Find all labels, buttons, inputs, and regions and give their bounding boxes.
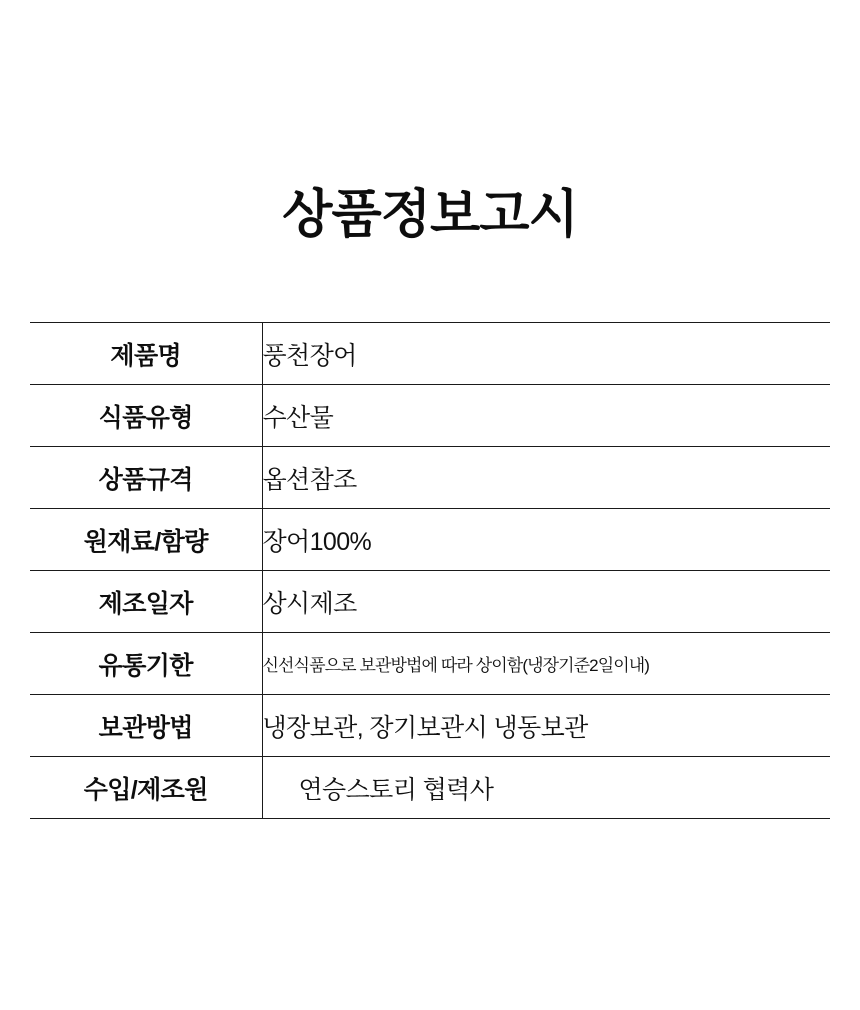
page-title: 상품정보고시 xyxy=(282,186,578,244)
row-label-expiry: 유통기한 xyxy=(30,633,262,695)
row-value-manufacture-date: 상시제조 xyxy=(262,571,830,633)
product-info-table xyxy=(30,322,830,819)
row-value-product-name: 풍천장어 xyxy=(262,323,830,385)
table-row xyxy=(30,447,830,509)
row-label-product-spec: 상품규격 xyxy=(30,447,262,509)
row-label-ingredients: 원재료/함량 xyxy=(30,509,262,571)
row-value-food-type: 수산물 xyxy=(262,385,830,447)
table-row xyxy=(30,571,830,633)
row-value-product-spec: 옵션참조 xyxy=(262,447,830,509)
row-value-importer: 연승스토리 협력사 xyxy=(262,757,830,819)
row-value-ingredients: 장어100% xyxy=(262,509,830,571)
table-row xyxy=(30,323,830,385)
row-label-product-name: 제품명 xyxy=(30,323,262,385)
row-label-manufacture-date: 제조일자 xyxy=(30,571,262,633)
row-label-storage: 보관방법 xyxy=(30,695,262,757)
table-row xyxy=(30,385,830,447)
table-row xyxy=(30,695,830,757)
table-row xyxy=(30,633,830,695)
table-row xyxy=(30,757,830,819)
row-label-importer: 수입/제조원 xyxy=(30,757,262,819)
table-row xyxy=(30,509,830,571)
row-label-food-type: 식품유형 xyxy=(30,385,262,447)
row-value-storage: 냉장보관, 장기보관시 냉동보관 xyxy=(262,695,830,757)
row-value-expiry: 신선식품으로 보관방법에 따라 상이함(냉장기준2일이내) xyxy=(262,633,830,695)
